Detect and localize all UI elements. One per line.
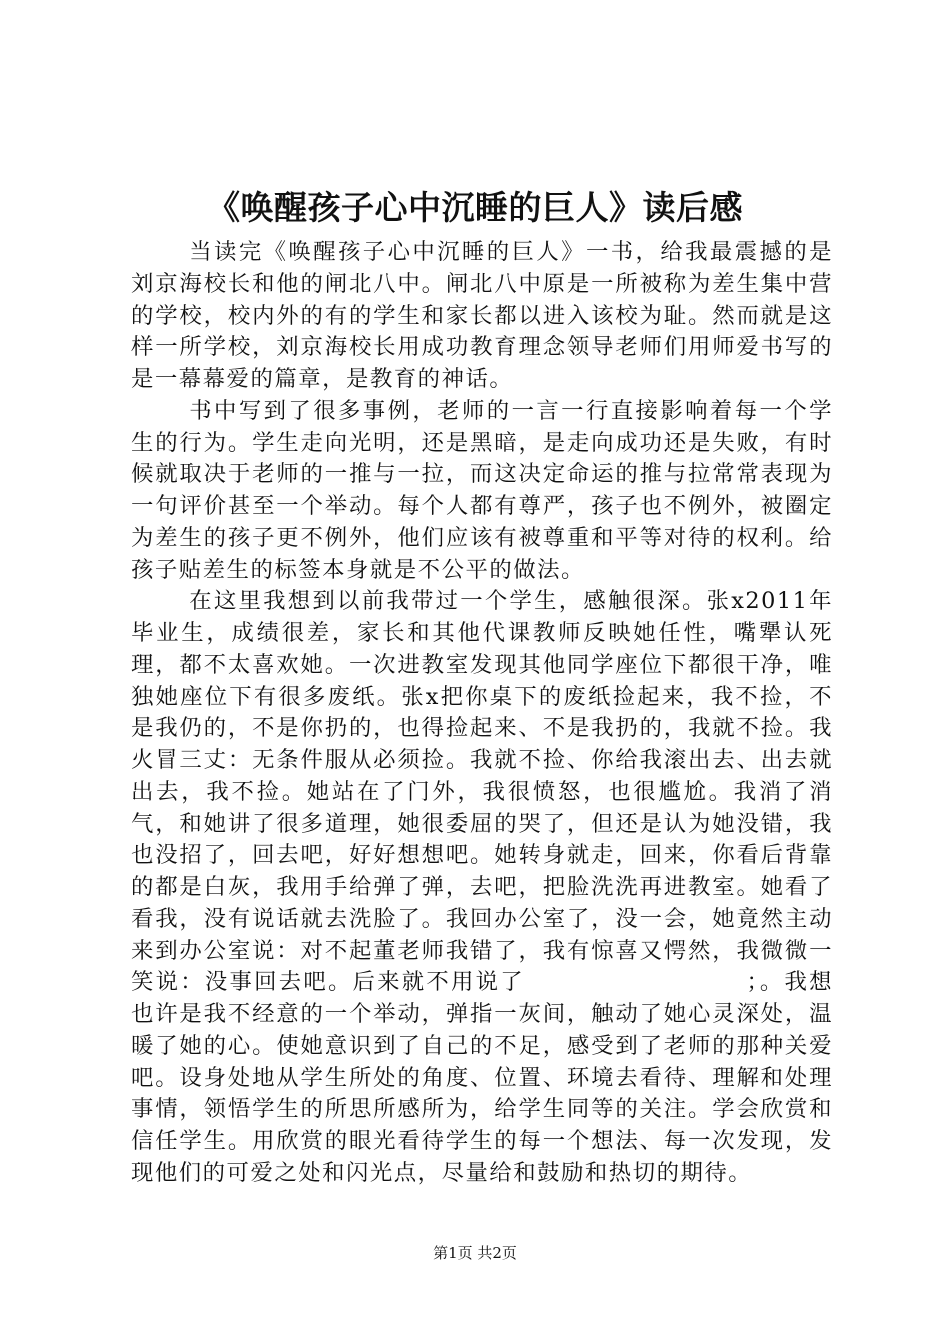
document-title: 《唤醒孩子心中沉睡的巨人》读后感 bbox=[207, 188, 743, 227]
page-number-footer: 第1页 共2页 bbox=[433, 1244, 517, 1262]
paragraph-2: 书中写到了很多事例，老师的一言一行直接影响着每一个学生的行为。学生走向光明，还是黑暗，是走向成功还是失败，有时候就取决于老师的一推与一拉，而这决定命运的推与拉常常表现为一句评价甚至一个举动。每个人都有尊严，孩子也不例外，被圈定为差生的孩子更不例外，他们应该有被尊重和平等对待的权利。给孩子贴差生的标签本身就是不公平的做法。 bbox=[131, 397, 833, 583]
paragraph-1: 当读完《唤醒孩子心中沉睡的巨人》一书，给我最震撼的是刘京海校长和他的闸北八中。闸北八中原是一所被称为差生集中营的学校，校内外的有的学生和家长都以进入该校为耻。然而就是这样一所学校，刘京海校长用成功教育理念领导老师们用师爱书写的是一幕幕爱的篇章，是教育的神话。 bbox=[131, 239, 833, 392]
paragraph-3: 在这里我想到以前我带过一个学生，感触很深。张x2011年毕业生，成绩很差，家长和其他代课教师反映她任性，嘴犟认死理，都不太喜欢她。一次进教室发现其他同学座位下都很干净，唯独她座位下有很多废纸。张x把你桌下的废纸捡起来，我不捡，不是我仍的，不是你扔的，也得捡起来、不是我扔的，我就不捡。我火冒三丈：无条件服从必须捡。我就不捡、你给我滚出去、出去就出去，我不捡。她站在了门外，我很愤怒，也很尴尬。我消了消气，和她讲了很多道理，她很委屈的哭了，但还是认为她没错，我也没招了，回去吧，好好想想吧。她转身就走，回来，你看后背靠的都是白灰，我用手给弹了弹，去吧，把脸洗洗再进教室。她看了看我，没有说话就去洗脸了。我回办公室了，没一会，她竟然主动来到办公室说：对不起董老师我错了，我有惊喜又愕然，我微微一笑说：没事回去吧。后来就不用说了 ；。我想也许是我不经意的一个举动，弹指一灰间，触动了她心灵深处，温暖了她的心。使她意识到了自己的不足，感受到了老师的那种关爱吧。设身处地从学生所处的角度、位置、环境去看待、理解和处理事情，领悟学生的所思所感所为，给学生同等的关注。学会欣赏和信任学生。用欣赏的眼光看待学生的每一个想法、每一次发现，发现他们的可爱之处和闪光点，尽量给和鼓励和热切的期待。 bbox=[131, 588, 833, 1186]
document-body bbox=[131, 237, 833, 1190]
